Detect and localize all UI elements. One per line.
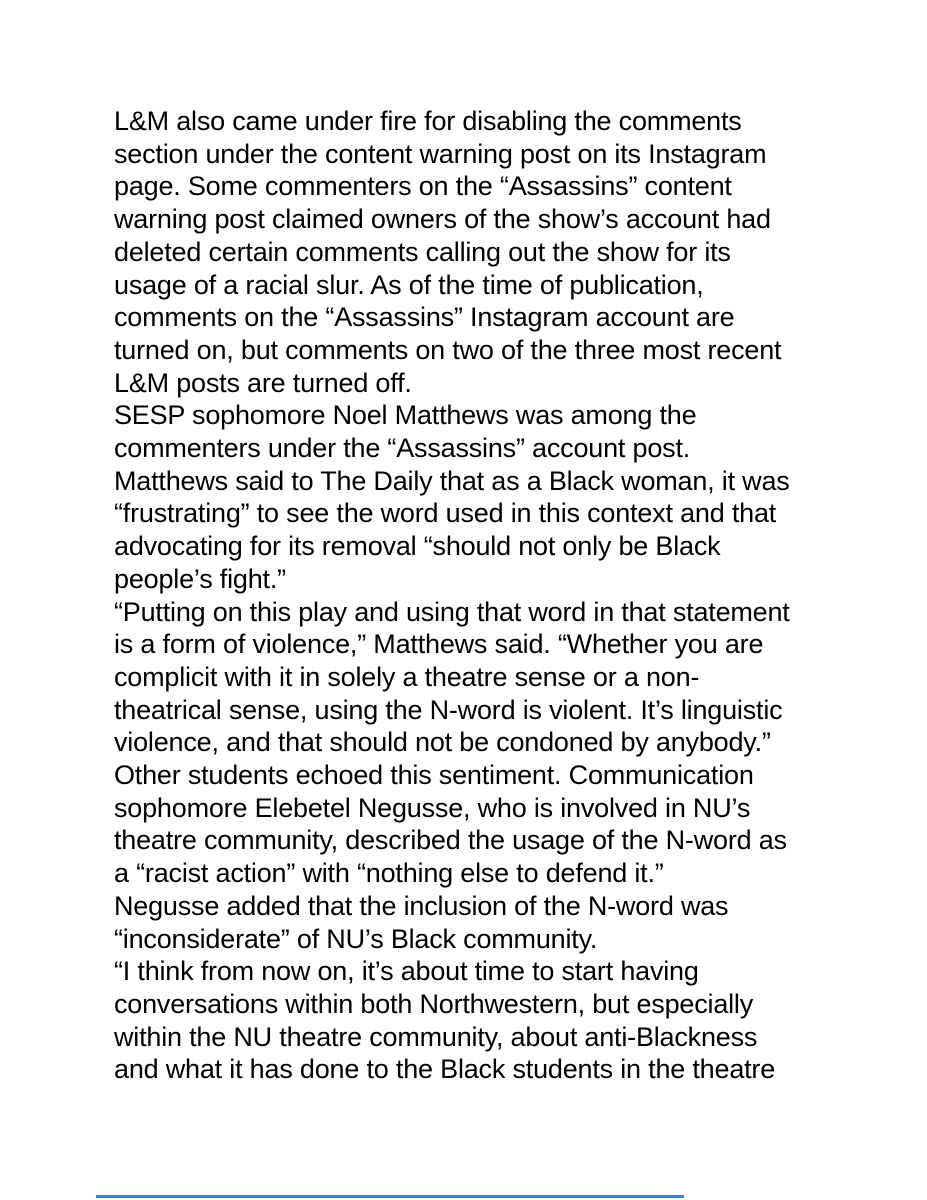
text-line: deleted certain comments calling out the show for its [114, 236, 731, 267]
text-line: theatre community, described the usage of the N-word as [114, 825, 787, 856]
text-line: Negusse added that the inclusion of the N-word was [114, 890, 729, 921]
text-line: people’s fight.” [114, 563, 286, 594]
text-line: Other students echoed this sentiment. Communication [114, 760, 754, 791]
text-line: comments on the “Assassins” Instagram account are [114, 302, 735, 333]
text-line: conversations within both Northwestern, but especially [114, 988, 754, 1019]
text-line: complicit with it in solely a theatre sense or a non- [114, 661, 700, 692]
text-line: is a form of violence,” Matthews said. “Whether you are [114, 629, 764, 660]
text-line: “inconsiderate” of NU’s Black community. [114, 923, 598, 954]
text-line: within the NU theatre community, about anti-Blackness [114, 1021, 758, 1052]
text-line: Matthews said to The Daily that as a Black woman, it was [114, 465, 790, 496]
text-line: L&M also came under fire for disabling the comments [114, 106, 742, 136]
text-line: theatrical sense, using the N-word is violent. It’s linguistic [114, 694, 783, 725]
cutoff-link-rule [96, 1195, 684, 1198]
text-line: section under the content warning post on its Instagram [114, 138, 767, 169]
text-line: commenters under the “Assassins” account post. [114, 433, 691, 464]
text-line: page. Some commenters on the “Assassins” content [114, 171, 732, 202]
article-text [114, 105, 814, 1086]
text-line: “frustrating” to see the word used in this context and that [114, 498, 777, 529]
text-line: violence, and that should not be condoned by anybody.” [114, 727, 771, 758]
text-line: L&M posts are turned off. [114, 367, 412, 398]
text-line: advocating for its removal “should not only be Black [114, 531, 721, 562]
text-line: “Putting on this play and using that word in that statement [114, 596, 790, 627]
text-line: sophomore Elebetel Negusse, who is involved in NU’s [114, 792, 751, 823]
text-line: SESP sophomore Noel Matthews was among the [114, 400, 697, 431]
text-line: and what it has done to the Black students in the theatre [114, 1054, 776, 1085]
text-line: a “racist action” with “nothing else to defend it.” [114, 858, 664, 889]
text-line: usage of a racial slur. As of the time of publication, [114, 269, 704, 300]
text-line: warning post claimed owners of the show’s account had [114, 204, 771, 235]
text-line: “I think from now on, it’s about time to start having [114, 956, 699, 987]
text-line: turned on, but comments on two of the three most recent [114, 334, 782, 365]
